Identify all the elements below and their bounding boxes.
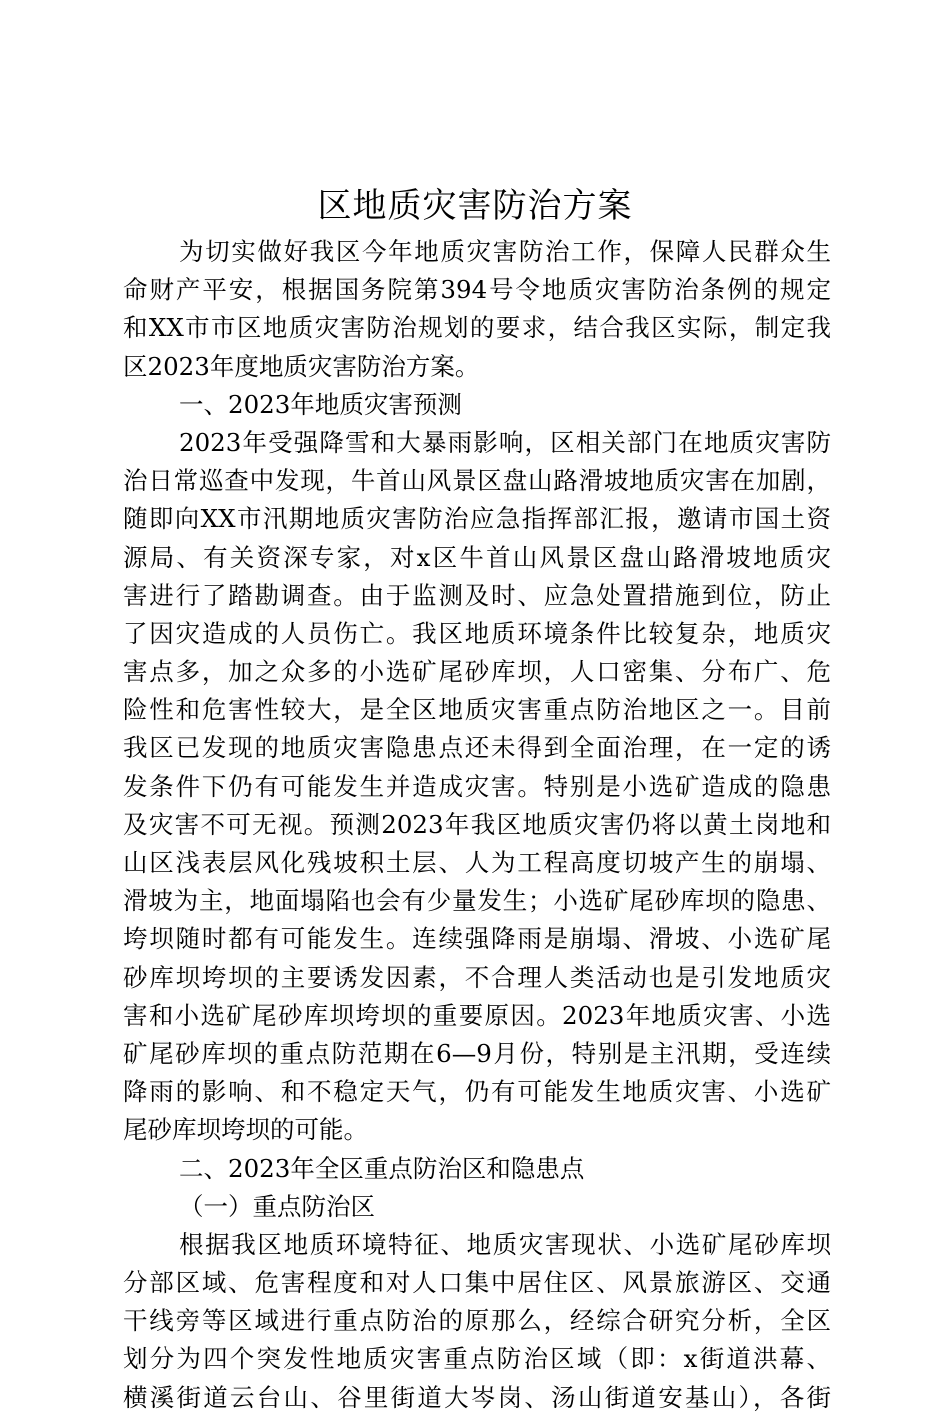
text-line: 险性和危害性较大，是全区地质灾害重点防治地区之一。目前 xyxy=(123,695,831,725)
text-line: 滑坡为主，地面塌陷也会有少量发生；小选矿尾砂库坝的隐患、 xyxy=(123,886,831,916)
text-line: 一、2023年地质灾害预测 xyxy=(179,389,462,419)
text-line: 矿尾砂库坝的重点防范期在6—9月份，特别是主汛期，受连续 xyxy=(123,1038,831,1068)
text-line: 害和小选矿尾砂库坝垮坝的重要原因。2023年地质灾害、小选 xyxy=(123,1000,831,1030)
text-line: 害进行了踏勘调查。由于监测及时、应急处置措施到位，防止 xyxy=(123,580,831,610)
text-line: 横溪街道云台山、谷里街道大岑岗、汤山街道安基山），各街 xyxy=(123,1382,831,1412)
text-line: 山区浅表层风化残坡积土层、人为工程高度切坡产生的崩塌、 xyxy=(123,848,831,877)
document-body xyxy=(123,233,831,1417)
text-line: 区2023年度地质灾害防治方案。 xyxy=(123,351,480,381)
text-line: 源局、有关资深专家，对x区牛首山风景区盘山路滑坡地质灾 xyxy=(123,542,831,572)
document-title: 区地质灾害防治方案 xyxy=(317,186,633,226)
text-line: 根据我区地质环境特征、地质灾害现状、小选矿尾砂库坝 xyxy=(179,1229,831,1259)
text-line: 和XX市市区地质灾害防治规划的要求，结合我区实际，制定我 xyxy=(123,313,831,343)
text-line: 尾砂库坝垮坝的可能。 xyxy=(123,1115,368,1145)
text-line: 2023年受强降雪和大暴雨影响，区相关部门在地质灾害防 xyxy=(179,427,831,457)
text-line: （一）重点防治区 xyxy=(179,1191,375,1221)
text-line: 发条件下仍有可能发生并造成灾害。特别是小选矿造成的隐患 xyxy=(123,771,831,801)
text-line: 降雨的影响、和不稳定天气，仍有可能发生地质灾害、小选矿 xyxy=(123,1077,831,1107)
text-line: 划分为四个突发性地质灾害重点防治区域（即：x街道洪幕、 xyxy=(123,1344,831,1374)
text-line: 砂库坝垮坝的主要诱发因素，不合理人类活动也是引发地质灾 xyxy=(123,962,831,992)
text-line: 害点多，加之众多的小选矿尾砂库坝，人口密集、分布广、危 xyxy=(123,657,831,687)
text-line: 我区已发现的地质灾害隐患点还未得到全面治理，在一定的诱 xyxy=(123,733,831,763)
text-line: 命财产平安，根据国务院第394号令地质灾害防治条例的规定 xyxy=(123,275,831,305)
text-line: 二、2023年全区重点防治区和隐患点 xyxy=(179,1153,585,1183)
text-line: 随即向XX市汛期地质灾害防治应急指挥部汇报，邀请市国土资 xyxy=(123,504,831,534)
text-line: 干线旁等区域进行重点防治的原那么，经综合研究分析，全区 xyxy=(123,1306,831,1336)
text-line: 了因灾造成的人员伤亡。我区地质环境条件比较复杂，地质灾 xyxy=(123,618,831,648)
text-line: 垮坝随时都有可能发生。连续强降雨是崩塌、滑坡、小选矿尾 xyxy=(123,924,831,954)
text-line: 及灾害不可无视。预测2023年我区地质灾害仍将以黄土岗地和 xyxy=(123,809,831,839)
text-line: 为切实做好我区今年地质灾害防治工作，保障人民群众生 xyxy=(179,237,831,266)
text-line: 分部区域、危害程度和对人口集中居住区、风景旅游区、交通 xyxy=(123,1268,831,1298)
text-line: 治日常巡查中发现，牛首山风景区盘山路滑坡地质灾害在加剧， xyxy=(123,466,831,496)
